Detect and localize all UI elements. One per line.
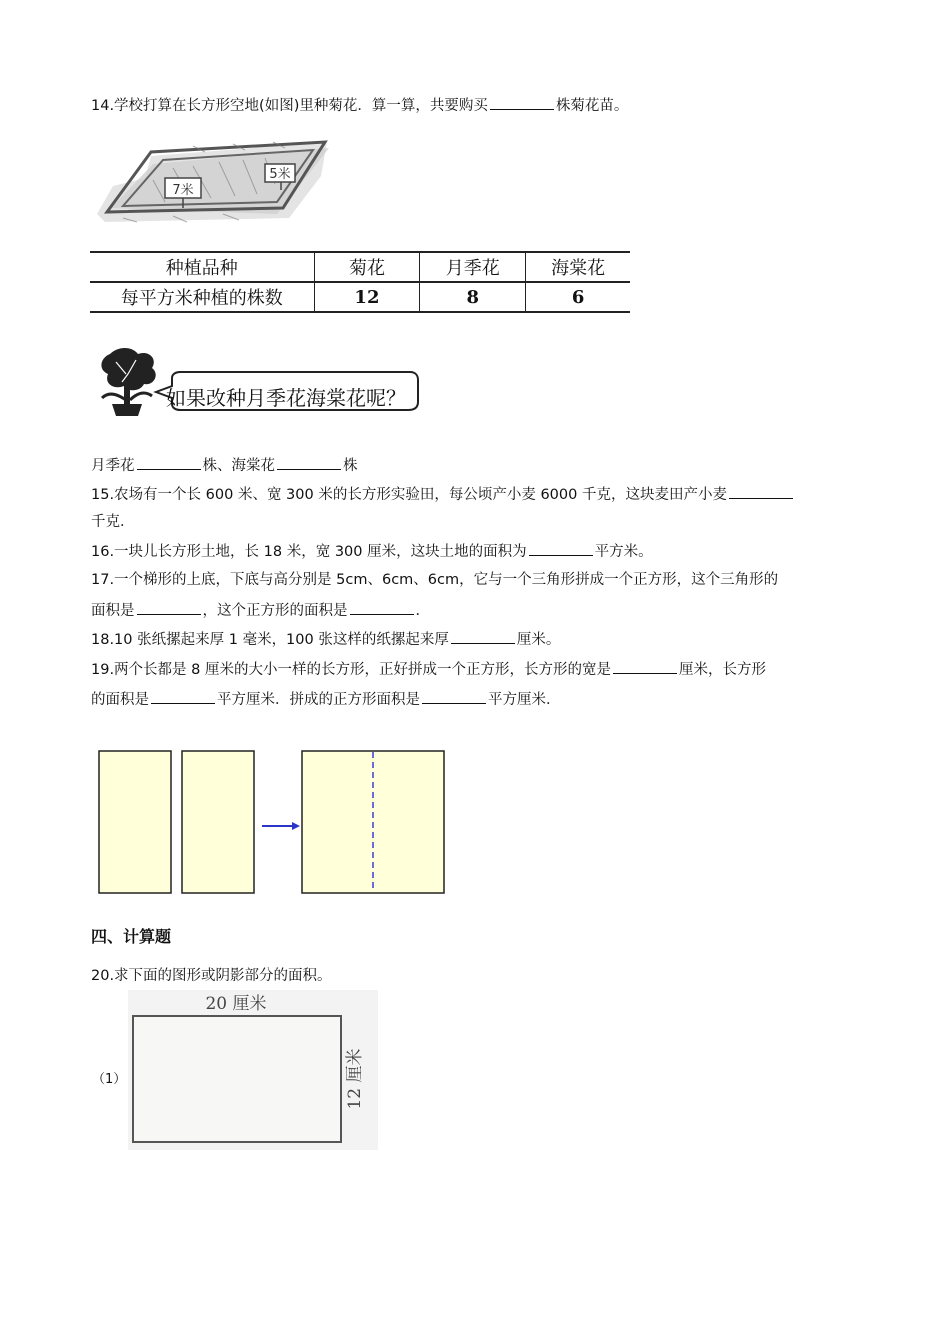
table-cell: 8: [420, 282, 526, 312]
q15-answer-blank[interactable]: [729, 484, 793, 499]
table-cell: 12: [314, 282, 420, 312]
q16-text: 16.一块儿长方形土地，长 18 米，宽 300 厘米，这块土地的面积为 平方米。: [91, 541, 653, 562]
q20-rectangle-figure: [128, 990, 378, 1150]
q15-line2: 千克．: [91, 514, 135, 530]
q20-sub-label: （1）: [92, 1072, 127, 1087]
square-area-blank-19[interactable]: [422, 689, 486, 704]
rect-area-blank[interactable]: [151, 689, 215, 704]
field-illustration: [93, 138, 333, 224]
table-cell: 种植品种: [90, 252, 314, 282]
q20-text: 20.求下面的图形或阴影部分的面积。: [91, 968, 332, 984]
q15-line1: 15.农场有一个长 600 米、宽 300 米的长方形实验田，每公顷产小麦 6000 千克，这块麦田产小麦: [91, 484, 795, 505]
plant-icon: [101, 348, 155, 416]
width-label: 5米: [269, 167, 291, 182]
q18-text: 18.10 张纸摞起来厚 1 毫米，100 张这样的纸摞起来厚 厘米。: [91, 629, 560, 650]
table-cell: 月季花: [420, 252, 526, 282]
table-cell: 6: [526, 282, 630, 312]
table-header-row: [90, 252, 630, 282]
q14-text: 14.学校打算在长方形空地(如图)里种菊花．算一算，共要购买 株菊花苗。: [91, 95, 628, 116]
table-cell: 海棠花: [526, 252, 630, 282]
begonia-answer-blank[interactable]: [277, 455, 341, 470]
q14-answer-line: 月季花 株、海棠花 株: [91, 455, 358, 476]
rect-width-blank[interactable]: [613, 659, 677, 674]
rose-answer-blank[interactable]: [137, 455, 201, 470]
triangle-area-blank[interactable]: [137, 600, 201, 615]
rectangle-1: [99, 751, 171, 893]
table-row: [90, 282, 630, 312]
side-dimension-label: 12 厘米: [345, 1048, 365, 1110]
q14-answer-blank[interactable]: [490, 95, 554, 110]
area-rectangle: [133, 1016, 341, 1142]
q19-line2: 的面积是 平方厘米．拼成的正方形面积是 平方厘米．: [91, 689, 561, 710]
top-dimension-label: 20 厘米: [205, 994, 267, 1014]
table-cell: 菊花: [314, 252, 420, 282]
q18-answer-blank[interactable]: [451, 629, 515, 644]
q16-answer-blank[interactable]: [529, 541, 593, 556]
section-title: 四、计算题: [91, 927, 172, 946]
q17-line1: 17.一个梯形的上底，下底与高分别是 5cm、6cm、6cm，它与一个三角形拼成一个正方形，这个三角形的: [91, 572, 779, 588]
square-area-blank[interactable]: [350, 600, 414, 615]
speech-bubble-text: 如果改种月季花海棠花呢？: [166, 386, 406, 410]
planting-table: [90, 251, 630, 313]
arrow-right-icon: [262, 822, 300, 830]
table-cell: 每平方米种植的株数: [90, 282, 314, 312]
q17-line2: 面积是 ，这个正方形的面积是 ．: [91, 600, 430, 621]
q19-line1: 19.两个长都是 8 厘米的大小一样的长方形，正好拼成一个正方形，长方形的宽是 厘米，长方形: [91, 659, 766, 680]
length-label: 7米: [172, 183, 194, 198]
rectangles-to-square-diagram: [96, 748, 448, 898]
rectangle-2: [182, 751, 254, 893]
